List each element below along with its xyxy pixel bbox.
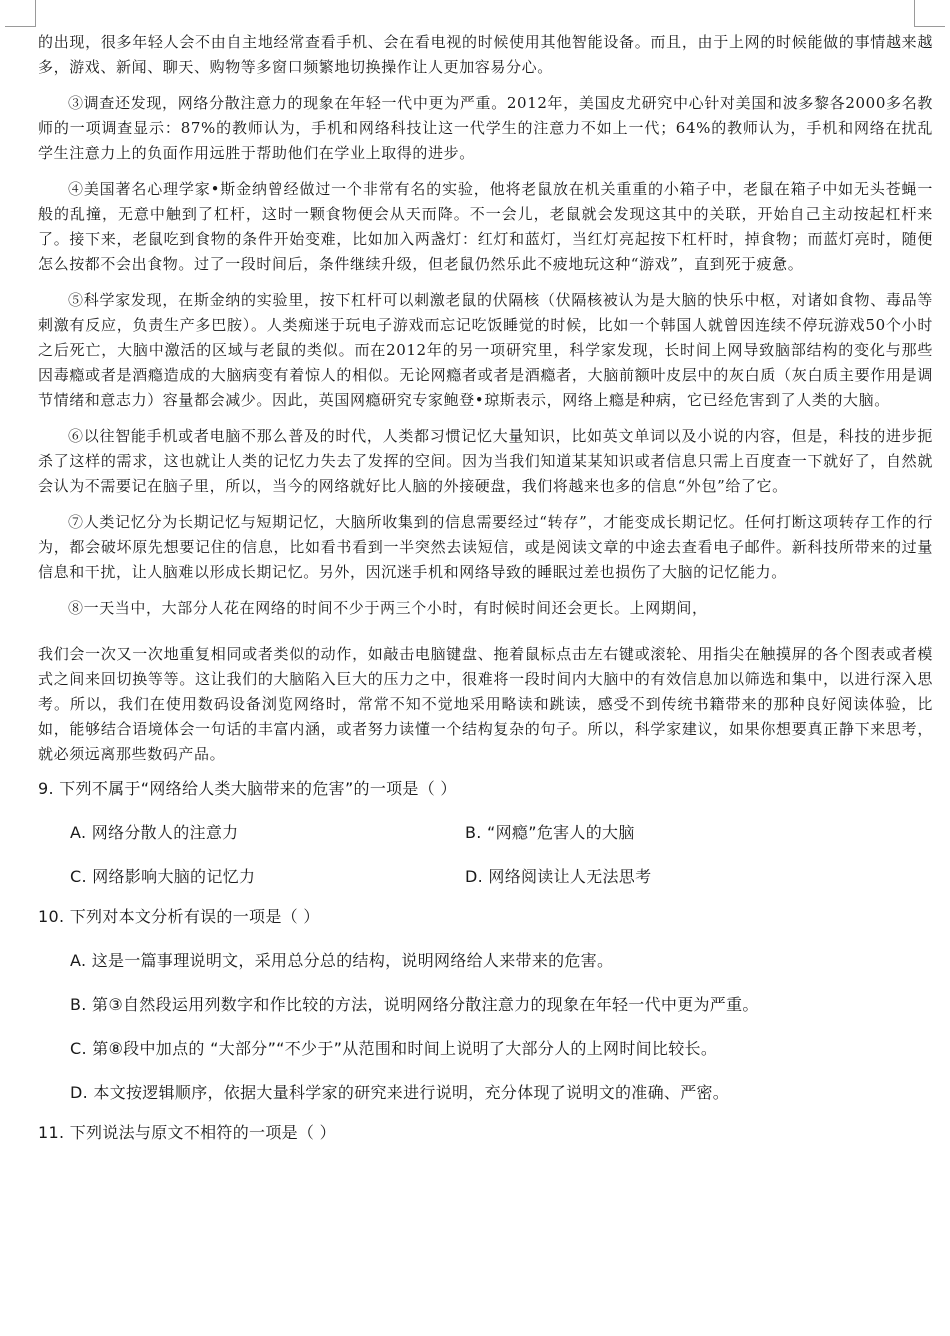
- paragraph-continued: 的出现，很多年轻人会不由自主地经常查看手机、会在看电视的时候使用其他智能设备。而且，由于上网的时候能做的事情越来越多，游戏、新闻、聊天、购物等多窗口频繁地切换操作让人更加容易分心。: [38, 33, 933, 76]
- option-row: [70, 866, 933, 888]
- margin-mark-right-horizontal: [914, 26, 945, 27]
- paragraph-3: ③调查还发现，网络分散注意力的现象在年轻一代中更为严重。2012年，美国皮尤研究中心针对美国和波多黎各2000多名教师的一项调查显示：87%的教师认为，手机和网络科技让这一代学生的注意力不如上一代；64%的教师认为，手机和网络在扰乱学生注意力上的负面作用远胜于帮助他们在学业上取得的进步。: [38, 94, 933, 162]
- option-a: A. 网络分散人的注意力: [70, 823, 239, 842]
- option-row: [70, 822, 933, 844]
- question-9: [38, 778, 933, 888]
- question-stem: 10. 下列对本文分析有误的一项是（ ）: [38, 907, 320, 926]
- question-11: [38, 1122, 933, 1144]
- paragraph-8: ⑧一天当中，大部分人花在网络的时间不少于两三个小时，有时候时间还会更长。上网期间，: [68, 599, 708, 617]
- margin-mark-left-horizontal: [5, 26, 36, 27]
- question-stem: 11. 下列说法与原文不相符的一项是（ ）: [38, 1123, 336, 1142]
- paragraph-4: ④美国著名心理学家•斯金纳曾经做过一个非常有名的实验，他将老鼠放在机关重重的小箱子中，老鼠在箱子中如无头苍蝇一般的乱撞，无意中触到了杠杆，这时一颗食物便会从天而降。不一会儿，老鼠就会发现这其中的关联，开始自己主动按起杠杆来了。接下来，老鼠吃到食物的条件开始变难，比如加入两盏灯：红灯和蓝灯，当红灯亮起按下杠杆时，掉食物；而蓝灯亮时，随便怎么按都不会出食物。过了一段时间后，条件继续升级，但老鼠仍然乐此不疲地玩这种“游戏”，直到死于疲惫。: [38, 180, 933, 273]
- document-page: [38, 30, 933, 1144]
- option-a: A. 这是一篇事理说明文，采用总分总的结构，说明网络给人来带来的危害。: [70, 951, 614, 970]
- option-d: D. 本文按逻辑顺序，依据大量科学家的研究来进行说明，充分体现了说明文的准确、严密。: [70, 1083, 730, 1102]
- paragraph-5: ⑤科学家发现，在斯金纳的实验里，按下杠杆可以刺激老鼠的伏隔核（伏隔核被认为是大脑的快乐中枢，对诸如食物、毒品等刺激有反应，负责生产多巴胺）。人类痴迷于玩电子游戏而忘记吃饭睡觉的时候，比如一个韩国人就曾因连续不停玩游戏50个小时之后死亡，大脑中激活的区域与老鼠的类似。而在2012年的另一项研究里，科学家发现，长时间上网导致脑部结构的变化与那些因毒瘾或者是酒瘾造成的大脑病变有着惊人的相似。无论网瘾者或者是酒瘾者，大脑前额叶皮层中的灰白质（灰白质主要作用是调节情绪和意志力）容量都会减少。因此，英国网瘾研究专家鲍登•琼斯表示，网络上瘾是种病，它已经危害到了人类的大脑。: [38, 291, 933, 409]
- option-c: C. 第⑧段中加点的 “大部分”“不少于”从范围和时间上说明了大部分人的上网时间比较长。: [70, 1039, 718, 1058]
- option-c: C. 网络影响大脑的记忆力: [70, 867, 256, 886]
- option-b: B. “网瘾”危害人的大脑: [465, 823, 635, 842]
- paragraph-7: ⑦人类记忆分为长期记忆与短期记忆，大脑所收集到的信息需要经过“转存”，才能变成长期记忆。任何打断这项转存工作的行为，都会破坏原先想要记住的信息，比如看书看到一半突然去读短信，或是阅读文章的中途去查看电子邮件。新科技所带来的过量信息和干扰，让人脑难以形成长期记忆。另外，因沉迷手机和网络导致的睡眠过差也损伤了大脑的记忆能力。: [38, 513, 933, 581]
- question-stem: 9. 下列不属于“网络给人类大脑带来的危害”的一项是（ ）: [38, 779, 457, 798]
- option-d: D. 网络阅读让人无法思考: [465, 867, 652, 886]
- margin-mark-right: [914, 0, 915, 26]
- option-b: B. 第③自然段运用列数字和作比较的方法，说明网络分散注意力的现象在年轻一代中更为严重。: [70, 995, 759, 1014]
- margin-mark-left: [35, 0, 36, 26]
- reading-passage: [38, 30, 933, 767]
- paragraph-6: ⑥以往智能手机或者电脑不那么普及的时代，人类都习惯记忆大量知识，比如英文单词以及小说的内容，但是，科技的进步扼杀了这样的需求，这也就让人类的记忆力失去了发挥的空间。因为当我们知道某某知识或者信息只需上百度查一下就好了，自然就会认为不需要记在脑子里，所以，当今的网络就好比人脑的外接硬盘，我们将越来也多的信息“外包”给了它。: [38, 427, 933, 495]
- question-10: [38, 906, 933, 1104]
- paragraph-8-continued: 我们会一次又一次地重复相同或者类似的动作，如敲击电脑键盘、拖着鼠标点击左右键或滚轮、用指尖在触摸屏的各个图表或者模式之间来回切换等等。这让我们的大脑陷入巨大的压力之中，很难将一段时间内大脑中的有效信息加以筛选和集中，以进行深入思考。所以，我们在使用数码设备浏览网络时，常常不知不觉地采用略读和跳读，感受不到传统书籍带来的那种良好阅读体验，比如，能够结合语境体会一句话的丰富内涵，或者努力读懂一个结构复杂的句子。所以，科学家建议，如果你想要真正静下来思考，就必须远离那些数码产品。: [38, 645, 933, 763]
